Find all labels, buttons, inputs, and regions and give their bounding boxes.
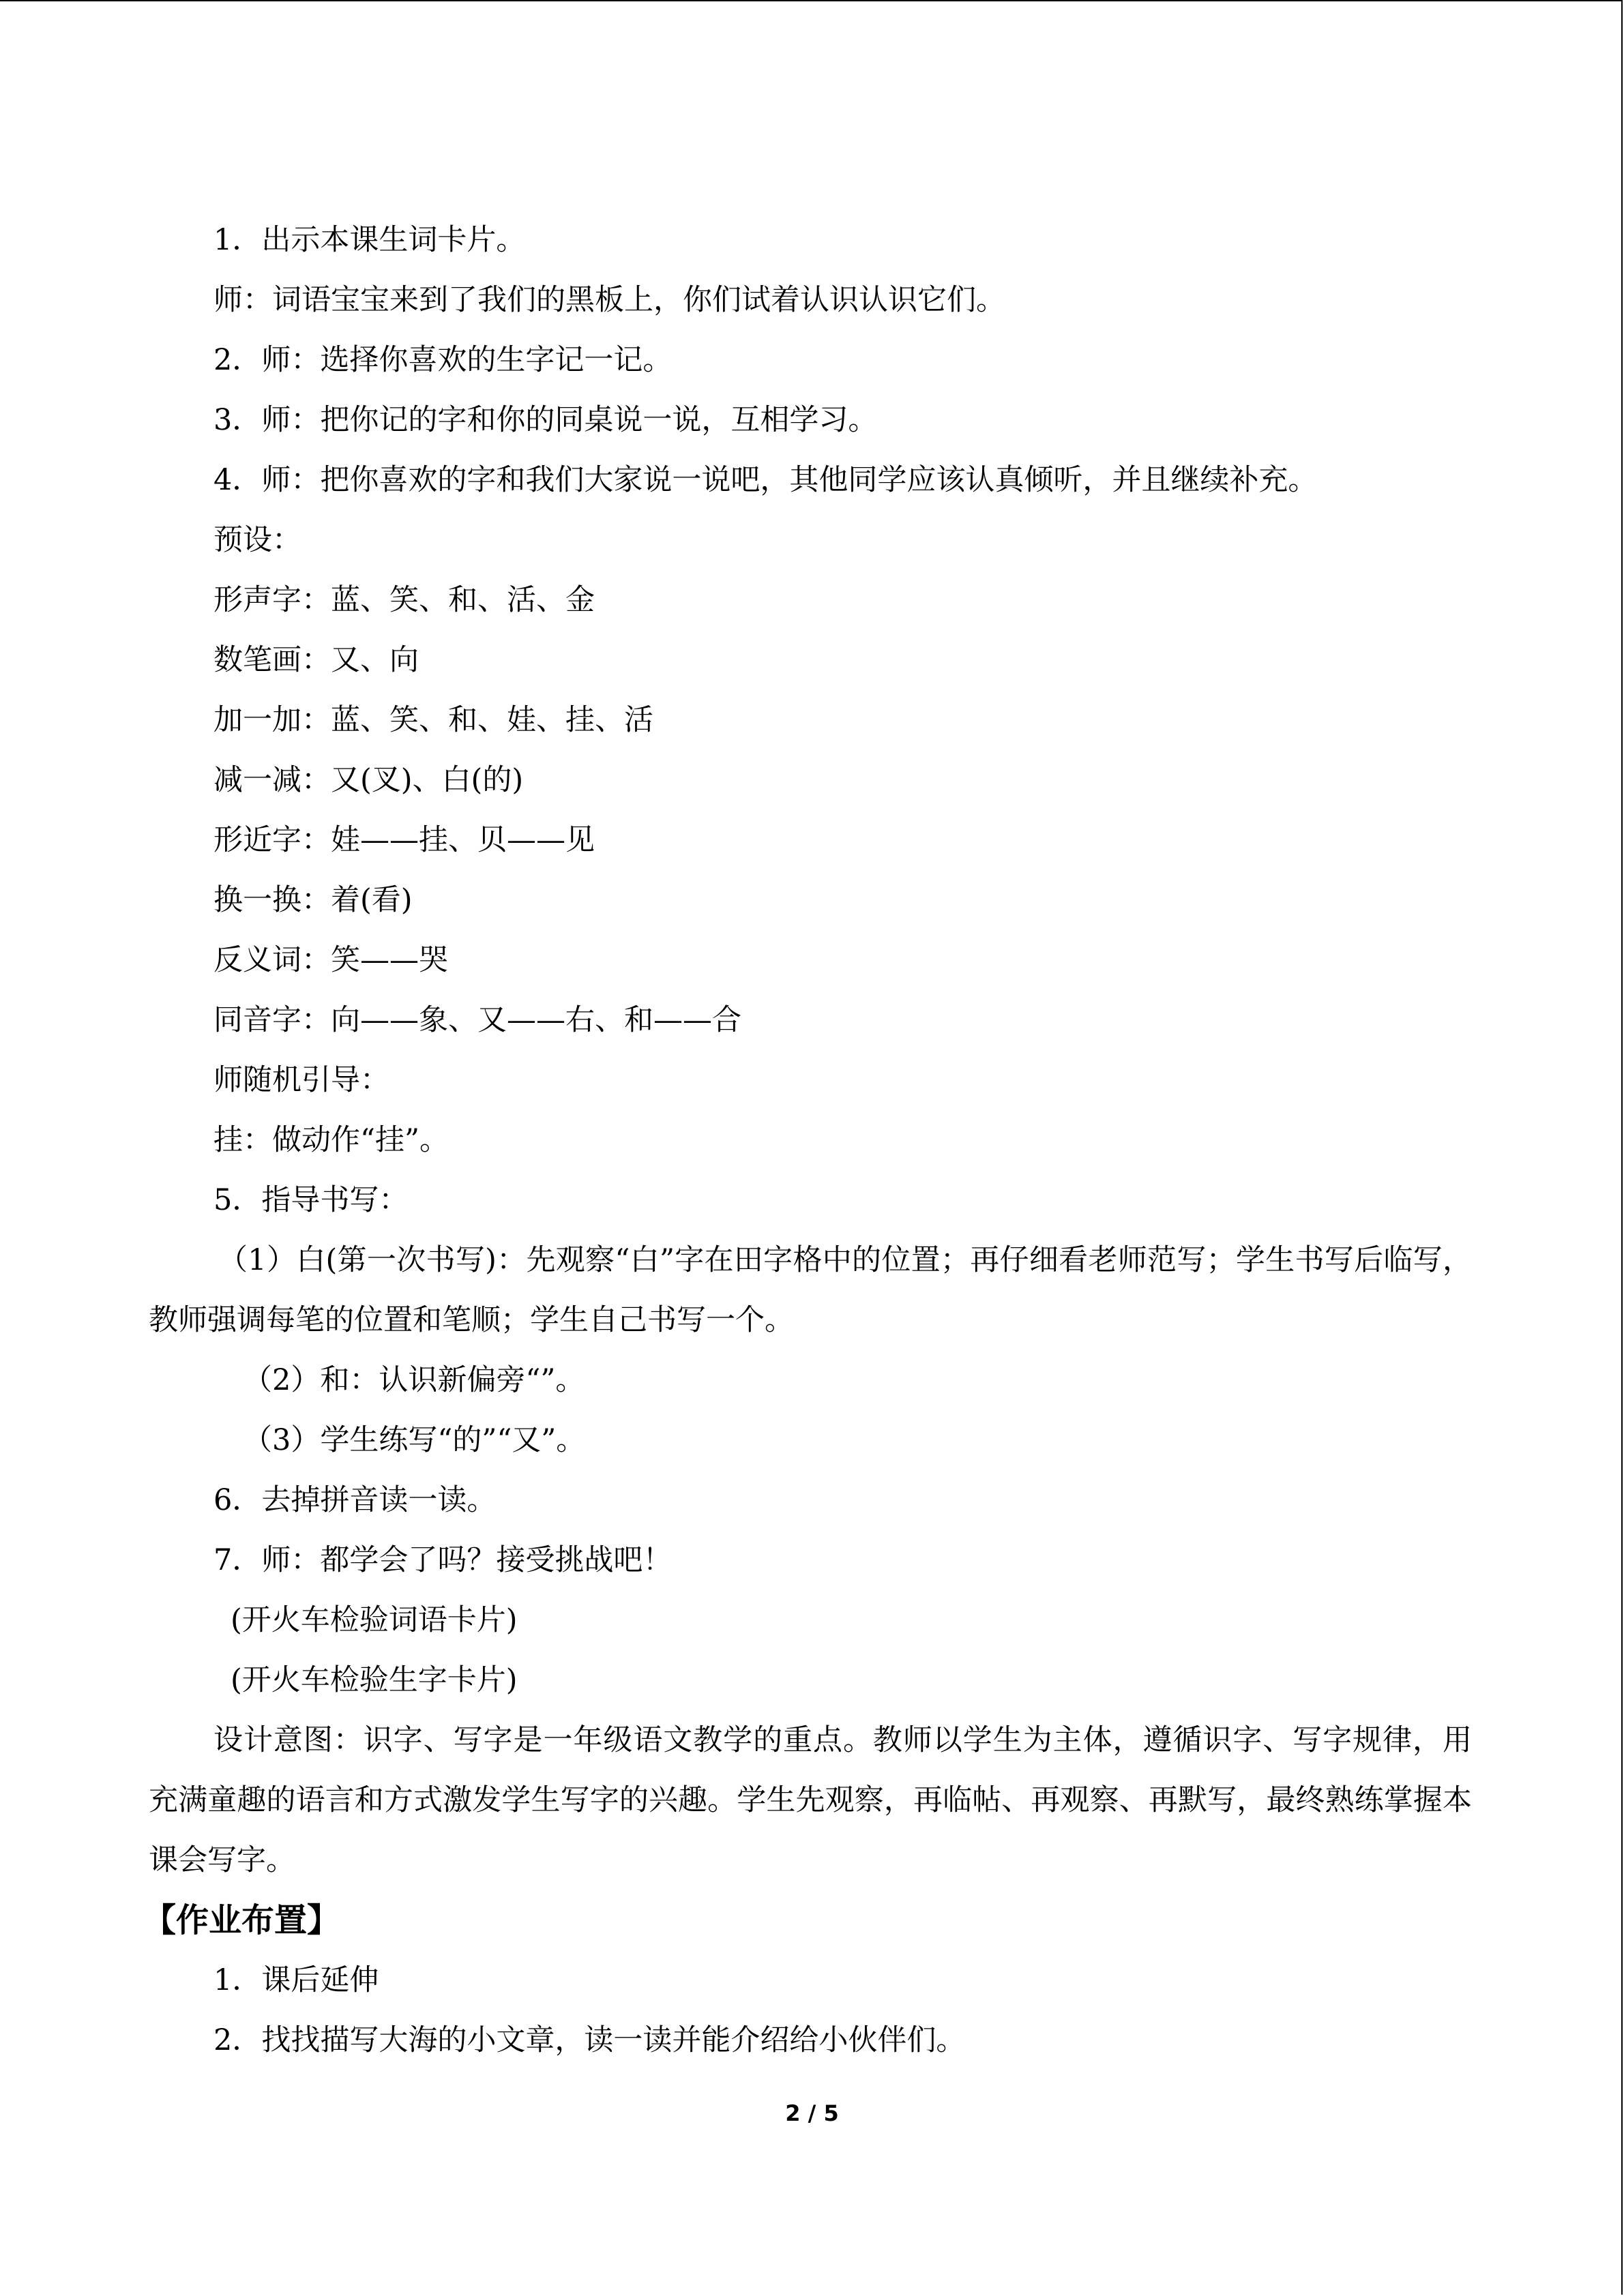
homework-heading: 【作业布置】 [143, 1901, 340, 1939]
text-line: 形声字：蓝、笑、和、活、金 [213, 583, 595, 617]
text-line: 挂：做动作“挂”。 [213, 1123, 449, 1157]
text-line: 加一加：蓝、笑、和、娃、挂、活 [213, 703, 653, 737]
design-intent-paragraph: 设计意图：识字、写字是一年级语文教学的重点。教师以学生为主体，遵循识字、写字规律，用充满童趣的语言和方式激发学生写字的兴趣。学生先观察，再临帖、再观察、再默写，最终熟练掌握本课会写字。 [149, 1723, 1472, 1877]
text-line: 3．师：把你记的字和你的同桌说一说，互相学习。 [213, 403, 878, 437]
document-body [143, 210, 1472, 2070]
text-line: 4．师：把你喜欢的字和我们大家说一说吧，其他同学应该认真倾听，并且继续补充。 [213, 463, 1318, 497]
text-line: 师：词语宝宝来到了我们的黑板上，你们试着认识认识它们。 [213, 283, 1005, 317]
text-line: （3）学生练写“的”“又”。 [243, 1423, 586, 1457]
text-line: 同音字：向——象、又——右、和——合 [213, 1003, 741, 1037]
text-line: 反义词：笑——哭 [213, 943, 448, 977]
text-line: 减一减：又(叉)、白(的) [213, 763, 524, 797]
text-line: 7．师：都学会了吗？接受挑战吧！ [213, 1543, 673, 1577]
text-line: （2）和：认识新偏旁“”。 [243, 1363, 585, 1397]
homework-item: 2．找找描写大海的小文章，读一读并能介绍给小伙伴们。 [213, 2023, 966, 2057]
text-line: 形近字：娃——挂、贝——见 [213, 823, 595, 857]
text-line: 数笔画：又、向 [213, 643, 419, 677]
text-line: 5．指导书写： [213, 1183, 409, 1217]
page-number: 2 / 5 [785, 2100, 839, 2126]
homework-item: 1．课后延伸 [213, 1963, 379, 1997]
text-line: (开火车检验生字卡片) [231, 1663, 518, 1697]
text-line: 6．去掉拼音读一读。 [213, 1483, 497, 1517]
text-line: 师随机引导： [213, 1063, 389, 1097]
text-line: (开火车检验词语卡片) [231, 1603, 518, 1637]
text-line: 预设： [213, 523, 301, 557]
text-line: 1．出示本课生词卡片。 [213, 223, 526, 257]
text-line: 2．师：选择你喜欢的生字记一记。 [213, 343, 673, 377]
text-line: 换一换：着(看) [213, 883, 413, 917]
text-paragraph: （1）白(第一次书写)：先观察“白”字在田字格中的位置；再仔细看老师范写；学生书写后临写，教师强调每笔的位置和笔顺；学生自己书写一个。 [149, 1243, 1472, 1337]
